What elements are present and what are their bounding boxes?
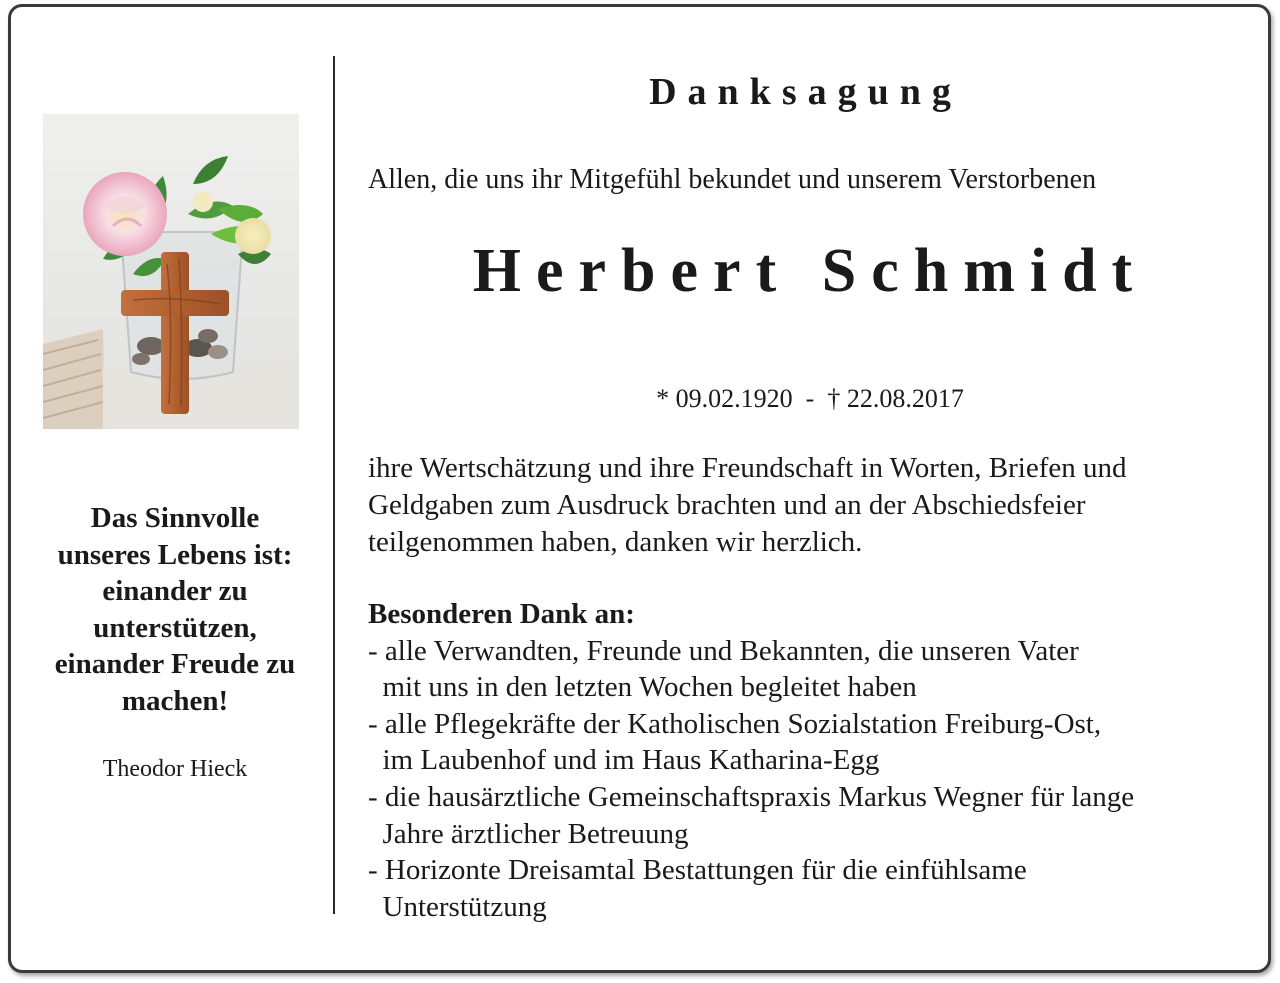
life-dates: * 09.02.1920 - † 22.08.2017 <box>656 384 964 413</box>
thanks-line: Jahre ärztlicher Betreuung <box>368 817 689 850</box>
thanks-line: - alle Verwandten, Freunde und Bekannten, die unseren Vater <box>368 634 1079 667</box>
paragraph-line: ihre Wertschätzung und ihre Freundschaft in Worten, Briefen und <box>368 452 1127 484</box>
quote-author: Theodor Hieck <box>102 756 248 782</box>
quote-line: einander zu <box>102 575 248 607</box>
special-thanks <box>368 596 1134 925</box>
notice-title: Danksagung <box>649 71 962 113</box>
thanks-line: im Laubenhof und im Haus Katharina-Egg <box>368 744 880 777</box>
quote-line: Das Sinnvolle <box>90 502 260 534</box>
thanks-line: - alle Pflegekräfte der Katholischen Sozialstation Freiburg-Ost, <box>368 707 1102 740</box>
paragraph-line: Geldgaben zum Ausdruck brachten und an der Abschiedsfeier <box>368 489 1086 521</box>
quote-line: einander Freude zu <box>54 648 296 680</box>
special-thanks-heading: Besonderen Dank an: <box>368 598 635 630</box>
thanks-line: - Horizonte Dreisamtal Bestattungen für die einfühlsame <box>368 854 1027 887</box>
thanks-paragraph <box>368 450 1127 561</box>
column-divider <box>333 56 335 914</box>
intro-text: Allen, die uns ihr Mitgefühl bekundet und unserem Verstorbenen <box>368 164 1097 195</box>
quote-line: unterstützen, <box>93 611 257 644</box>
memorial-photo <box>43 114 299 429</box>
paragraph-line: teilgenommen haben, danken wir herzlich. <box>368 526 863 558</box>
quote-line: unseres Lebens ist: <box>57 538 293 571</box>
memorial-quote <box>30 500 320 719</box>
thanks-line: Unterstützung <box>368 890 547 923</box>
quote-line: machen! <box>121 684 229 717</box>
thanks-line: - die hausärztliche Gemeinschaftspraxis Markus Wegner für lange <box>368 780 1135 813</box>
flower-cross-image <box>43 114 299 429</box>
thanks-line: mit uns in den letzten Wochen begleitet haben <box>368 671 917 704</box>
deceased-name: Herbert Schmidt <box>472 237 1148 305</box>
